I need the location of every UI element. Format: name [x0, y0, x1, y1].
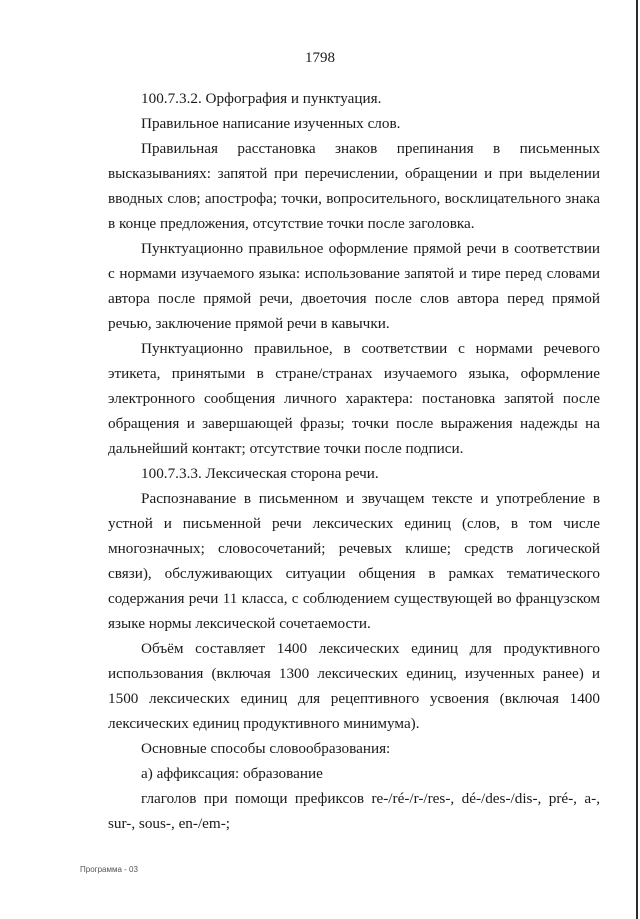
scan-edge	[636, 0, 638, 919]
paragraph: Распознавание в письменном и звучащем тексте и употребление в устной и письменной речи лексических единиц (слов, в том числе многозначных; словосочетаний; речевых клише; средств логической связи), обслуживающих ситуации общения в рамках тематического содержания речи 11 класса, с соблюдением существующей во французском языке нормы лексической сочетаемости.	[108, 490, 600, 632]
paragraph: Объём составляет 1400 лексических единиц для продуктивного использования (включая 1300 лексических единиц, изученных ранее) и 1500 лексических единиц для рецептивного усвоения (включая 1400 лексических единиц продуктивного минимума).	[108, 640, 600, 732]
paragraph: а) аффиксация: образование	[141, 765, 323, 782]
paragraph: Пунктуационно правильное оформление прямой речи в соответствии с нормами изучаемого языка: использование запятой и тире перед словами автора после прямой речи, двоеточия после слов автора перед прямой речью, заключение прямой речи в кавычки.	[108, 240, 600, 332]
section-heading-spelling: 100.7.3.2. Орфография и пунктуация.	[141, 90, 382, 107]
document-body	[108, 86, 600, 836]
footer-note: Программа - 03	[80, 865, 138, 874]
paragraph: Пунктуационно правильное, в соответствии с нормами речевого этикета, принятыми в стране/странах изучаемого языка, оформление электронного сообщения личного характера: постановка запятой после обращения и завершающей фразы; точки после выражения надежды на дальнейший контакт; отсутствие точки после подписи.	[108, 340, 600, 457]
paragraph: Основные способы словообразования:	[141, 740, 391, 757]
page-number: 1798	[305, 50, 335, 66]
section-heading-lexical: 100.7.3.3. Лексическая сторона речи.	[141, 465, 379, 482]
paragraph: глаголов при помощи префиксов re-/ré-/r-/res-, dé-/des-/dis-, pré-, a-, sur-, sous-, en-/em-;	[108, 790, 600, 832]
paragraph: Правильная расстановка знаков препинания в письменных высказываниях: запятой при перечислении, обращении и при выделении вводных слов; апострофа; точки, вопросительного, восклицательного знака в конце предложения, отсутствие точки после заголовка.	[108, 140, 600, 232]
paragraph: Правильное написание изученных слов.	[141, 115, 401, 132]
